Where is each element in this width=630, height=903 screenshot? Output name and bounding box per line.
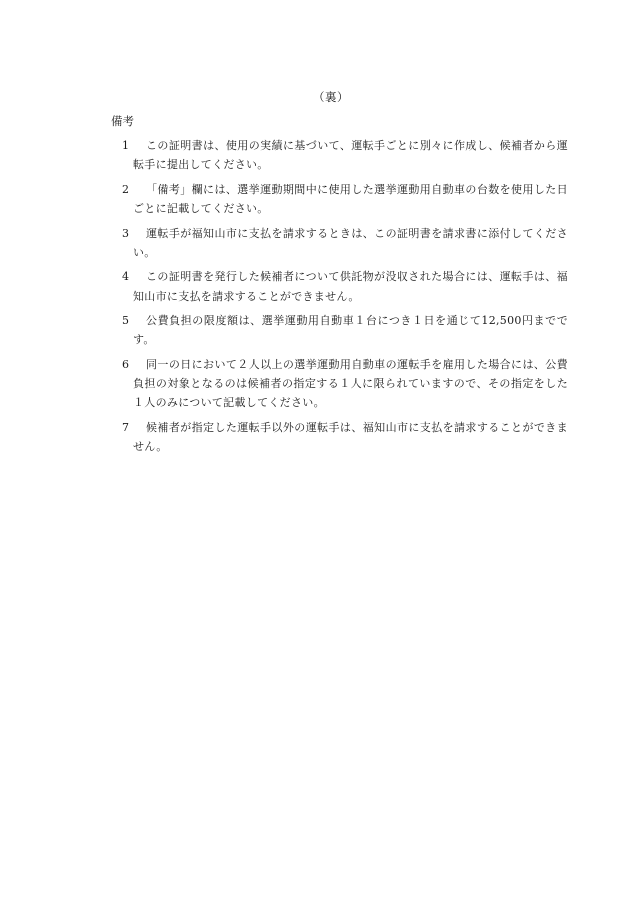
remark-item-2 [122, 180, 568, 218]
remark-text: 公費負担の限度額は、選挙運動用自動車１台につき１日を通じて12,500円までです。 [133, 314, 568, 347]
remark-text: 「備考」欄には、選挙運動期間中に使用した選挙運動用自動車の台数を使用した日ごとに記載してください。 [133, 182, 568, 215]
remark-number: 3 [122, 226, 129, 240]
remark-number: 1 [122, 139, 129, 152]
remark-number: 5 [122, 314, 129, 328]
remark-item-1 [122, 136, 568, 174]
remarks-list [122, 136, 568, 462]
remark-text: 候補者が指定した運転手以外の運転手は、福知山市に支払を請求することができません。 [133, 420, 568, 454]
remark-item-4 [122, 267, 568, 305]
remark-text: この証明書を発行した候補者について供託物が没収された場合には、運転手は、福知山市に支払を請求することができません。 [133, 270, 568, 303]
page-heading: （裏） [313, 90, 349, 104]
remark-item-5 [122, 311, 568, 349]
remark-number: 7 [122, 420, 129, 434]
remark-number: 6 [122, 357, 129, 371]
remark-number: 2 [122, 182, 129, 196]
remark-text: 運転手が福知山市に支払を請求するときは、この証明書を請求書に添付してください。 [133, 226, 568, 259]
remark-text: この証明書は、使用の実績に基づいて、運転手ごとに別々に作成し、候補者から運転手に提出してください。 [133, 139, 568, 172]
remark-item-6 [122, 355, 568, 413]
section-label-remarks: 備考 [111, 114, 134, 128]
remark-item-7 [122, 418, 568, 456]
remark-item-3 [122, 224, 568, 262]
remark-number: 4 [122, 270, 129, 284]
remark-text: 同一の日において２人以上の選挙運動用自動車の運転手を雇用した場合には、公費負担の対象となるのは候補者の指定する１人に限られていますので、その指定をした１人のみについて記載してください。 [133, 357, 568, 410]
